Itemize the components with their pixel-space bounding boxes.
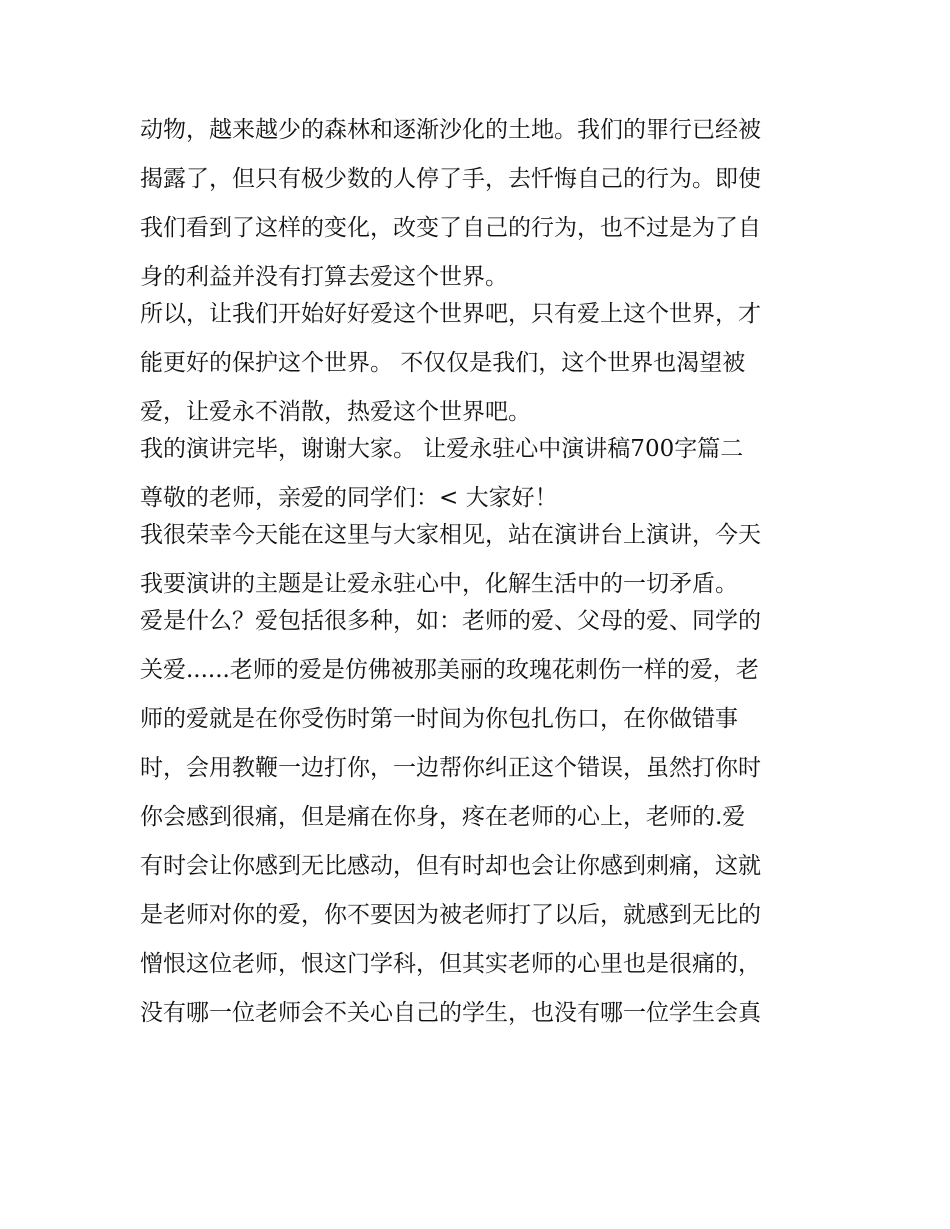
text-line: 尊敬的老师，亲爱的同学们：< 大家好！ — [140, 485, 558, 511]
text-line: 师的爱就是在你受伤时第一时间为你包扎伤口，在你做错事 — [140, 706, 738, 732]
text-line: 揭露了，但只有极少数的人停了手，去忏悔自己的行为。即使 — [140, 166, 761, 192]
text-line: 憎恨这位老师，恨这门学科，但其实老师的心里也是很痛的， — [140, 951, 761, 977]
text-line: 爱，让爱永不消散，热爱这个世界吧。 — [140, 399, 531, 425]
text-line: 爱是什么？爱包括很多种，如：老师的爱、父母的爱、同学的 — [140, 608, 761, 634]
text-line: 是老师对你的爱，你不要因为被老师打了以后，就感到无比的 — [140, 902, 761, 928]
text-line: 所以，让我们开始好好爱这个世界吧，只有爱上这个世界，才 — [140, 301, 761, 327]
text-line: 关爱......老师的爱是仿佛被那美丽的玫瑰花刺伤一样的爱，老 — [140, 657, 759, 683]
text-line: 我们看到了这样的变化，改变了自己的行为，也不过是为了自 — [140, 215, 761, 241]
text-line: 有时会让你感到无比感动，但有时却也会让你感到刺痛，这就 — [140, 853, 761, 879]
text-line: 时，会用教鞭一边打你，一边帮你纠正这个错误，虽然打你时 — [140, 755, 761, 781]
document-body — [140, 110, 830, 1042]
text-line: 能更好的保护这个世界。 不仅仅是我们，这个世界也渴望被 — [140, 350, 746, 376]
text-line: 动物，越来越少的森林和逐渐沙化的土地。我们的罪行已经被 — [140, 117, 761, 143]
text-line: 我的演讲完毕，谢谢大家。 让爱永驻心中演讲稿700字篇二 — [140, 436, 744, 462]
text-line: 你会感到很痛，但是痛在你身，疼在老师的心上，老师的.爱 — [140, 804, 746, 830]
text-line: 我很荣幸今天能在这里与大家相见，站在演讲台上演讲，今天 — [140, 522, 761, 548]
text-line: 没有哪一位老师会不关心自己的学生，也没有哪一位学生会真 — [140, 1000, 761, 1026]
text-line: 我要演讲的主题是让爱永驻心中，化解生活中的一切矛盾。 — [140, 571, 738, 597]
text-line: 身的利益并没有打算去爱这个世界。 — [140, 264, 508, 290]
